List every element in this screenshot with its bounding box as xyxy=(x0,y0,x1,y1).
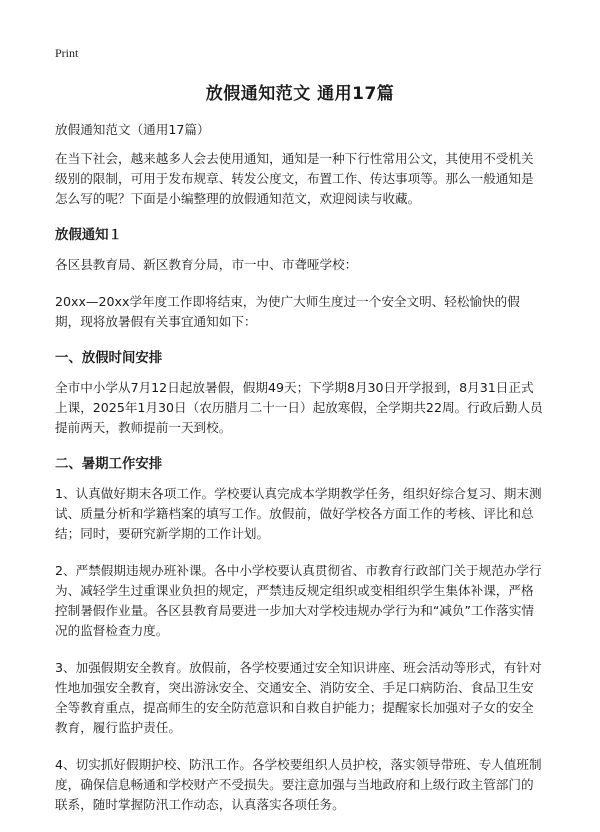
document-body xyxy=(55,120,544,832)
list-item: 3、加强假期安全教育。放假前，各学校要通过安全知识讲座、班会活动等形式，有针对性地加强安全教育，突出游泳安全、交通安全、消防安全、手足口病防治、食品卫生安全等教育重点，提高师生的安全防范意识和自救自护能力；提醒家长加强对子女的安全教育，履行监护责任。 xyxy=(55,660,542,735)
document-subtitle: 放假通知范文（通用17篇） xyxy=(55,122,210,137)
section-heading: 放假通知１ xyxy=(55,228,122,243)
part1-paragraph: 全市中小学从7月12日起放暑假，假期49天；下学期8月30日开学报到，8月31日正式上课，2025年1月30日（农历腊月二十一日）起放寒假，全学期共22周。行政后勤人员提前两天，教师提前一天到校。 xyxy=(55,380,543,435)
opening-paragraph: 20xx—20xx学年度工作即将结束，为使广大师生度过一个安全文明、轻松愉快的假期，现将放暑假有关事宜通知如下： xyxy=(55,294,520,329)
intro-paragraph: 在当下社会，越来越多人会去使用通知，通知是一种下行性常用公文，其使用不受机关级别的限制，可用于发布规章、转发公度文，布置工作、传达事项等。那么一般通知是怎么写的呢？下面是小编整理的放假通知范文，欢迎阅读与收藏。 xyxy=(55,151,534,206)
list-item: 1、认真做好期末各项工作。学校要认真完成本学期教学任务，组织好综合复习、期末测试、质量分析和学籍档案的填写工作。放假前，做好学校各方面工作的考核、评比和总结；同时，要研究新学期的工作计划。 xyxy=(55,486,542,541)
part1-heading: 一、放假时间安排 xyxy=(55,351,163,366)
addressee-paragraph: 各区县教育局、新区教育分局，市一中、市聋哑学校： xyxy=(55,257,358,272)
page-title: 放假通知范文 通用17篇 xyxy=(205,84,395,104)
part2-heading: 二、暑期工作安排 xyxy=(55,457,163,472)
list-item: 4、切实抓好假期护校、防汛工作。各学校要组织人员护校，落实领导带班、专人值班制度，确保信息畅通和学校财产不受损失。要注意加强与当地政府和上级行政主管部门的联系，随时掌握防汛工作动态，认真落实各项任务。 xyxy=(55,757,542,812)
print-label[interactable]: Print xyxy=(55,46,79,60)
list-item: 2、严禁假期违规办班补课。各中小学校要认真贯彻省、市教育行政部门关于规范办学行为、减轻学生过重课业负担的规定，严禁违反规定组织或变相组织学生集体补课，严格控制暑假作业量。各区县教育局要进一步加大对学校违规办学行为和“减负”工作落实情况的监督检查力度。 xyxy=(55,563,542,638)
